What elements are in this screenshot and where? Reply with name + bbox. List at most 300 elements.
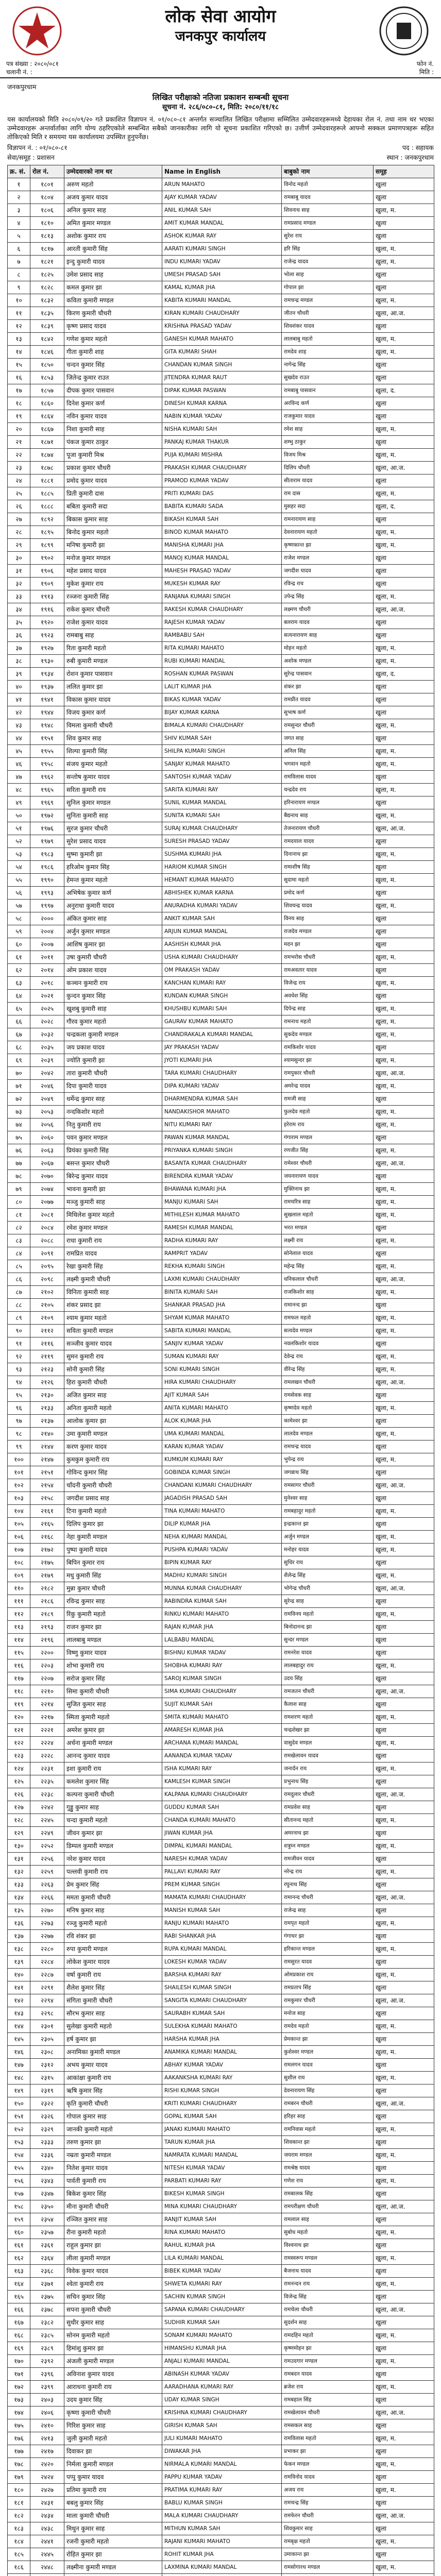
service-group: सेवा/समूह : प्रशासन [7,154,55,161]
cell-name: मुकेश कुमार राय [64,578,162,590]
cell-father: विजेन्द्र राय [282,977,374,990]
cell-name-en: DIWAKAR JHA [162,2445,282,2458]
cell-group: खुला [374,912,434,925]
cell-roll: २२९१ [30,1981,64,1994]
cell-roll: २२८७ [30,1969,64,1981]
cell-name-en: BISHNU KUMAR YADAV [162,1647,282,1659]
cell-roll: २२७० [30,1904,64,1917]
cell-roll: १९३० [30,655,64,668]
table-row [8,758,434,771]
cell-father: रामलाल साह [282,2213,374,2226]
cell-father: भोगेन्द्र चौधरी [282,1582,374,1595]
cell-father: विश्वनाथ झा [282,2239,374,2252]
cell-father: मुनेश्वर साह [282,1492,374,1505]
cell-roll: २३४० [30,2162,64,2175]
cell-father: रामचेला चौधरी [282,2303,374,2316]
table-row [8,268,434,281]
cell-serial: ४६ [8,758,30,771]
table-row [8,2020,434,2033]
notice-meta-row [7,153,434,162]
cell-group: खुला [374,2162,434,2175]
notice-meta-row [7,143,434,152]
cell-name-en: ARJUN KUMAR MANDAL [162,925,282,938]
cell-name-en: NEHA KUMARI MANDAL [162,1531,282,1544]
table-row [8,294,434,307]
cell-name: रञ्जित कुमार साह [64,2213,162,2226]
cell-serial: १४२ [8,1994,30,2007]
cell-serial: ९१ [8,1337,30,1350]
cell-name-en: CHANDRAKALA KUMARI MANDAL [162,1028,282,1041]
cell-roll: २१५१ [30,1466,64,1479]
cell-father: रामबरन चौधरी [282,2097,374,2110]
cell-name: रोशन कुमार पासवान [64,668,162,681]
cell-group: खुला, म. [374,1312,434,1325]
cell-roll: २३०५ [30,2033,64,2046]
cell-name: माला कुमारी चौधरी [64,2510,162,2522]
cell-name-en: DHARMENDRA KUMAR SAH [162,1093,282,1106]
cell-name: शोभा कुमारी राय [64,1659,162,1672]
cell-name: रजनी कुमारी महतो [64,2535,162,2548]
cell-serial: १५९ [8,2213,30,2226]
cell-name-en: NISHA KUMARI SAH [162,423,282,436]
cell-name: महेश प्रसाद यादव [64,565,162,578]
cell-name: इशा कुमारी राय [64,1762,162,1775]
table-row [8,925,434,938]
cell-father: देवनारायण महतो [282,526,374,539]
cell-serial: १३९ [8,1956,30,1969]
cell-name-en: NITU KUMARI RAY [162,1118,282,1131]
cell-roll: २१०२ [30,1286,64,1299]
cell-name: नितेश कुमार यादव [64,2162,162,2175]
cell-roll: २३४३ [30,2175,64,2188]
cell-father: रामबाबु पासवान [282,384,374,397]
cell-serial: ८९ [8,1312,30,1325]
cell-roll: २०११ [30,951,64,964]
cell-father: रामनरेश यादव [282,1647,374,1659]
cell-father: कामेश्वर झा [282,1415,374,1428]
cell-name-en: PARBATI KUMARI RAY [162,2175,282,2188]
cell-father: सुदामा महतो [282,874,374,887]
cell-name-en: SACHIN KUMAR SINGH [162,2291,282,2303]
cell-serial: ५५ [8,874,30,887]
cell-father: राजेन्द्र यादव [282,256,374,268]
cell-roll: २३५० [30,2200,64,2213]
cell-roll: २२१७ [30,1711,64,1724]
cell-serial: १२७ [8,1801,30,1814]
cell-serial: ८३ [8,1234,30,1247]
cell-serial: ५२ [8,835,30,848]
cell-group: खुला, म. [374,2432,434,2445]
cell-group: खुला, म. [374,1028,434,1041]
cell-name: प्रिती कुमारी दास [64,487,162,500]
cell-father: सुरेन्द्र पासवान [282,668,374,681]
table-row [8,1093,434,1106]
cell-name-en: SHIV KUMAR SAH [162,732,282,745]
cell-serial: १३४ [8,1891,30,1904]
cell-group: खुला, आ.ज. [374,2406,434,2419]
cell-group: खुला, आ.ज. [374,1891,434,1904]
table-row [8,1814,434,1827]
contact-line: फोन नं. [416,60,434,67]
cell-name: रञ्जु कुमारी महतो [64,1917,162,1930]
cell-name-en: BINOD KUMAR MAHATO [162,526,282,539]
cell-name: उषा कुमारी चौधरी [64,951,162,964]
cell-name: सञ्जीव कुमार यादव [64,1337,162,1350]
cell-name-en: MUNNA KUMAR CHAUDHARY [162,1582,282,1595]
cell-name-en: JAGADISH PRASAD SAH [162,1492,282,1505]
cell-roll: १८३५ [30,307,64,320]
cell-roll: २०२५ [30,1003,64,1015]
cell-serial: १४ [8,346,30,359]
cell-serial: ११५ [8,1647,30,1659]
cell-roll: १९७६ [30,822,64,835]
cell-father: रामपुकार चौधरी [282,1067,374,1080]
cell-group: खुला [374,178,434,191]
cell-name-en: ANAMIKA KUMARI MANDAL [162,2046,282,2059]
cell-name-en: PRIYANKA KUMARI SINGH [162,1144,282,1157]
cell-name: दिवाकर झा [64,2445,162,2458]
cell-serial: ३१ [8,565,30,578]
cell-name: मनिष कुमार साह [64,1904,162,1917]
cell-name: आशिष कुमार झा [64,938,162,951]
table-row [8,2239,434,2252]
cell-name: भावना कुमारी झा [64,1183,162,1196]
cell-name-en: MANISH KUMAR SAH [162,1904,282,1917]
table-row [8,2381,434,2394]
table-row [8,1904,434,1917]
table-row [8,1840,434,1853]
cell-roll: २०९५ [30,1260,64,1273]
office-name: लोक सेवा आयोग [165,6,276,27]
cell-name-en [162,2574,282,2576]
cell-serial: १८६ [8,2561,30,2574]
table-row [8,964,434,977]
cell-name: सविता कुमारी मण्डल [64,1325,162,1337]
cell-father: नवलकिशोर यादव [282,1337,374,1350]
notice-place: जनकपुरधाम [7,83,37,91]
cell-name-en: PRITI KUMARI DAS [162,487,282,500]
cell-roll: २१६१ [30,1505,64,1518]
cell-group: खुला, म. [374,2329,434,2342]
cell-serial: १६८ [8,2329,30,2342]
cell-serial: ७५ [8,1131,30,1144]
cell-roll: २४०६ [30,2406,64,2419]
cell-name: सुलेखा कुमारी महतो [64,2020,162,2033]
table-row [8,500,434,513]
table-row [8,1131,434,1144]
cell-group: खुला, म. [374,874,434,887]
cell-group: खुला [374,552,434,565]
table-row [8,1170,434,1183]
table-row [8,1801,434,1814]
cell-name: पवन कुमार मण्डल [64,1131,162,1144]
cell-father: फुलदेव महतो [282,1106,374,1118]
table-row [8,1453,434,1466]
cell-father: सुन्दर मण्डल [282,1634,374,1647]
table-row [8,487,434,500]
table-row [8,2226,434,2239]
cell-group: खुला, म. [374,900,434,912]
table-row [8,1363,434,1376]
cell-father: हरिनारायण मण्डल [282,796,374,809]
cell-group: खुला [374,629,434,642]
cell-father: विजेन्द्र सिंह [282,2291,374,2303]
cell-group: खुला [374,1750,434,1762]
table-row [8,1312,434,1325]
table-header-row [8,165,434,178]
cell-name: अभिषेक कुमार कर्ण [64,887,162,900]
cell-name: रिंकु कुमारी महतो [64,1608,162,1621]
cell-father: गणेश राय [282,2175,374,2188]
table-row [8,1621,434,1634]
cell-serial: १४१ [8,1981,30,1994]
cell-serial: १७६ [8,2432,30,2445]
cell-name-en: BIMALA KUMARI CHAUDHARY [162,719,282,732]
cell-name-en: PAPPU KUMAR YADAV [162,2471,282,2484]
cell-name: गणेश कुमार महतो [64,333,162,346]
cell-group: खुला [374,2471,434,2484]
table-row [8,1015,434,1028]
cell-serial: ८४ [8,1247,30,1260]
cell-name: प्रकाश कुमार चौधरी [64,462,162,474]
cell-name: आनन्द कुमार यादव [64,1750,162,1762]
cell-serial: १४० [8,1969,30,1981]
cell-group: खुला, आ.ज. [374,822,434,835]
cell-father: सुबोध महतो [282,2226,374,2239]
table-row [8,2291,434,2303]
cell-serial: १०८ [8,1556,30,1569]
cell-name-en: BHAWANA KUMARI JHA [162,1183,282,1196]
cell-group: खुला [374,1222,434,1234]
cell-name: दिलिप कुमार झा [64,1518,162,1531]
table-row [8,745,434,758]
cell-group: खुला, म. [374,745,434,758]
table-row [8,1711,434,1724]
cell-group: खुला, म. [374,1917,434,1930]
cell-father: राजकिशोर साह [282,1286,374,1299]
cell-group: खुला [374,2291,434,2303]
cell-name-en: PRATIMA KUMARI RAY [162,2484,282,2497]
table-row [8,938,434,951]
table-row [8,1492,434,1505]
table-row [8,1118,434,1131]
cell-name: कविता कुमारी मण्डल [64,294,162,307]
cell-roll: २३७५ [30,2291,64,2303]
table-row [8,1028,434,1041]
table-row [8,874,434,887]
cell-name-en: MAMATA KUMARI CHAUDHARY [162,1891,282,1904]
cell-name: कमलेश कुमार सिंह [64,1775,162,1788]
cell-group: खुला, म. [374,1544,434,1556]
cell-group: खुला [374,2316,434,2329]
cell-roll: २२५२ [30,1840,64,1853]
cell-name-en: HIMANSHU KUMAR JHA [162,2342,282,2355]
cell-father: रामलखन चौधरी [282,1376,374,1389]
cell-name: चन्दन कुमार सिंह [64,359,162,371]
cell-father: ओमप्रकाश राय [282,1969,374,1981]
cell-roll: २१३० [30,1389,64,1402]
cell-name: बिपिन कुमार राय [64,1556,162,1569]
cell-roll: २०३९ [30,1054,64,1067]
cell-father: रामखेलावन यादव [282,1750,374,1762]
cell-roll: २०४६ [30,1080,64,1093]
cell-roll: १८०४ [30,191,64,204]
cell-roll: २११२ [30,1325,64,1337]
cell-name-en: NAMRATA KUMARI MANDAL [162,2149,282,2162]
cell-father: नरेन्द्र राय [282,1866,374,1878]
cell-roll: २२७३ [30,1917,64,1930]
cell-group: खुला, आ.ज. [374,1273,434,1286]
cell-serial: १२८ [8,1814,30,1827]
table-row [8,822,434,835]
cell-name-en: SHOBHA KUMARI RAY [162,1659,282,1672]
cell-group: खुला, आ.ज. [374,2510,434,2522]
cell-name: लालबाबु मण्डल [64,1634,162,1647]
cell-name-en: BIJAY KUMAR KARNA [162,706,282,719]
cell-father: सीतानन्द महतो [282,1814,374,1827]
cell-serial: १८३ [8,2522,30,2535]
col-header-roll: रोल नं. [30,165,64,178]
cell-father: रामकिशोर यादव [282,1041,374,1054]
table-row [8,912,434,925]
cell-group: खुला, म. [374,2226,434,2239]
cell-roll: १८१३ [30,230,64,243]
cell-serial: ९० [8,1325,30,1337]
cell-group: खुला [374,2084,434,2097]
table-row [8,1505,434,1518]
letter-contact [417,60,434,76]
cell-roll: २३२६ [30,2110,64,2123]
cell-father: सत्यनारायण साह [282,629,374,642]
table-row [8,2252,434,2265]
cell-serial: ७१ [8,1080,30,1093]
cell-serial: २० [8,423,30,436]
cell-name: जगदीश प्रसाद साह [64,1492,162,1505]
cell-roll: २२९४ [30,1994,64,2007]
cell-serial: ७८ [8,1170,30,1183]
cell-father: रघुनाथ सिंह [282,1878,374,1891]
cell-name: सन्तोष कुमार यादव [64,771,162,784]
cell-name: पंकज कुमार ठाकुर [64,436,162,449]
cell-serial: १०९ [8,1569,30,1582]
table-row [8,2175,434,2188]
cell-name-en: KRISHNA PRASAD YADAV [162,320,282,333]
cell-group: खुला, म. [374,1840,434,1853]
cell-group: खुला, आ.ज. [374,2200,434,2213]
cell-serial: १८२ [8,2510,30,2522]
cell-group: खुला [374,2007,434,2020]
cell-name: अभय कुमार यादव [64,2059,162,2072]
cell-name-en: LOKESH KUMAR YADAV [162,1956,282,1969]
cell-name: आरती कुमारी सिंह [64,243,162,256]
table-row [8,861,434,874]
cell-roll: २०४२ [30,1067,64,1080]
cell-name: गोपाल कुमार साह [64,2110,162,2123]
cell-name-en: SABITA KUMARI MANDAL [162,1325,282,1337]
cell-group: खुला [374,938,434,951]
cell-name-en: ALOK KUMAR JHA [162,1415,282,1428]
table-row [8,2432,434,2445]
cell-serial: २४ [8,474,30,487]
cell-name-en: JYOTI KUMARI JHA [162,1054,282,1067]
cell-father: लालबहादुर राय [282,1659,374,1672]
cell-name: अंजली कुमारी मण्डल [64,2355,162,2368]
cell-roll: २२०३ [30,1659,64,1672]
cell-serial: ६२ [8,964,30,977]
cell-father: रामदयाल यादव [282,835,374,848]
cell-name-en: ANIL KUMAR SAH [162,204,282,217]
cell-roll: १८३९ [30,320,64,333]
cell-father: दिलिप चौधरी [282,462,374,474]
cell-name: खुशबु कुमारी साह [64,1003,162,1015]
cell-name: चन्द्रकला कुमारी मण्डल [64,1028,162,1041]
table-row [8,1183,434,1196]
table-row [8,1685,434,1698]
cell-name: जानकी कुमारी महतो [64,2123,162,2136]
cell-roll: १९५८ [30,758,64,771]
cell-father: रामसागर चौधरी [282,1479,374,1492]
cell-group: खुला, म. [374,977,434,990]
cell-name-en: RAMESH KUMAR MANDAL [162,1222,282,1234]
cell-roll: २०६० [30,1131,64,1144]
cell-serial: ९५ [8,1389,30,1402]
cell-name-en: BIRENDRA KUMAR YADAV [162,1170,282,1183]
cell-group: खुला [374,1672,434,1685]
cell-name: नविन कुमार यादव [64,410,162,423]
cell-group: खुला, आ.ज. [374,2303,434,2316]
cell-name-en: LALIT KUMAR JHA [162,681,282,693]
cell-roll: २३२२ [30,2097,64,2110]
cell-name-en: SONI KUMARI SINGH [162,1363,282,1376]
cell-serial: ६५ [8,1003,30,1015]
cell-father: अवधेश सिंह [282,990,374,1003]
cell-father: चन्द्रदेव राय [282,784,374,796]
cell-name: निशा कुमारी साह [64,423,162,436]
table-row [8,2188,434,2200]
cell-serial: १११ [8,1595,30,1608]
cell-name-en: RAMBABU SAH [162,629,282,642]
cell-name-en: SHANKAR PRASAD JHA [162,1299,282,1312]
cell-roll: १८७१ [30,436,64,449]
cell-name-en: GITA KUMARI SHAH [162,346,282,359]
cell-father: रामबालक सिंह [282,2188,374,2200]
table-row [8,2213,434,2226]
cell-roll: २३८२ [30,2316,64,2329]
cell-name: रञ्जना कुमारी सिंह [64,590,162,603]
cell-father: बैजनाथ यादव [282,2265,374,2278]
cell-serial: ३८ [8,655,30,668]
cell-serial: १२९ [8,1827,30,1840]
cell-father: रामफेरन चौधरी [282,2510,374,2522]
cell-name-en: DINESH KUMAR KARNA [162,397,282,410]
cell-name-en: BIKESH KUMAR SINGH [162,2188,282,2200]
cell-roll: १९१३ [30,590,64,603]
cell-father: रामसोगारथ मण्डल [282,2561,374,2574]
cell-group: खुला, म. [374,2355,434,2368]
cell-father: रामनाथ महतो [282,1015,374,1028]
cell-father: सीताराम यादव [282,474,374,487]
table-row [8,2149,434,2162]
cell-roll: २०१८ [30,977,64,990]
cell-name-en: RISHI KUMAR SINGH [162,2084,282,2097]
cell-father: शंकर झा [282,681,374,693]
cell-group: खुला, आ.ज. [374,1479,434,1492]
cell-roll: २०८१ [30,1209,64,1222]
cell-group: खुला, म. [374,423,434,436]
cell-father: मुसहर सदा [282,500,374,513]
cell-name: सुरज कुमार चौधरी [64,822,162,835]
cell-group: खुला [374,1827,434,1840]
